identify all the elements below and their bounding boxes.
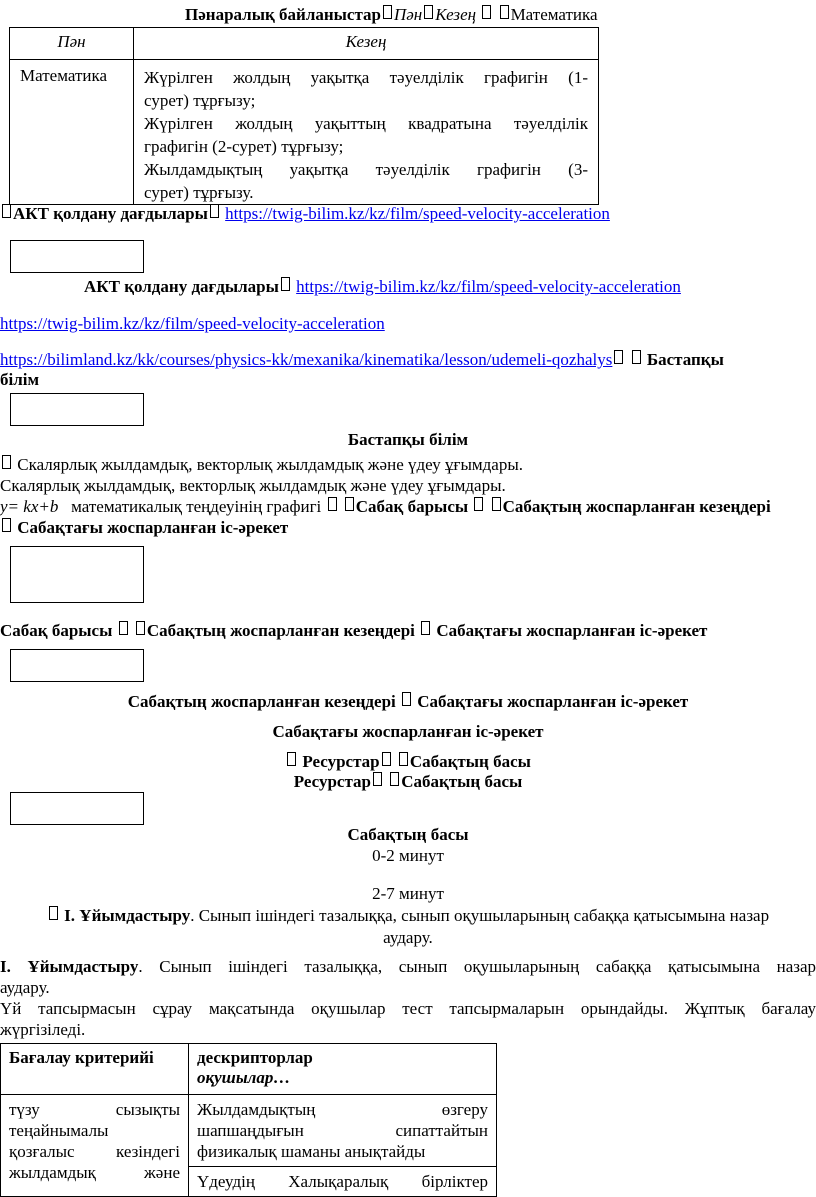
resurs-line-1	[0, 752, 816, 772]
bastapky-text: Скалярлық жылдамдық, векторлық жылдамдық және үдеу ұғымдары.	[17, 455, 524, 474]
basy-heading: Сабақтың басы	[347, 825, 469, 844]
table-subject-stage	[9, 27, 599, 205]
empty-box	[10, 240, 144, 273]
missing-glyph-icon	[383, 5, 392, 19]
basy-1: Сабақтың басы	[409, 752, 531, 771]
table2-descriptor-cell	[189, 1095, 497, 1197]
homework-line-1: Үй тапсырмасын сұрау мақсатында оқушылар тест тапсырмаларын орындайды. Жұптық бағалау	[0, 999, 816, 1018]
empty-box	[10, 649, 144, 682]
descriptors-label: дескрипторлар	[197, 1048, 313, 1067]
missing-glyph-icon	[2, 518, 11, 532]
table1-stage-cell	[134, 60, 599, 205]
missing-glyph-icon	[373, 772, 382, 786]
akt-link[interactable]: https://twig-bilim.kz/kz/film/speed-velocity-acceleration	[225, 204, 610, 223]
sabak-kezenderi-1a: Сабақтың жоспарланған кезеңдері	[502, 497, 771, 516]
sabak-is-areket-1: Сабақтағы жоспарланған іс-әрекет	[17, 518, 289, 537]
formula-text: математикалық теңдеуінің графигі	[71, 497, 322, 516]
table2-header-left: Бағалау критерийі	[1, 1044, 189, 1095]
missing-glyph-icon	[399, 752, 408, 766]
bastapky-heading-b: білім	[0, 370, 40, 389]
table2-header-right	[189, 1044, 497, 1095]
empty-box	[10, 792, 144, 825]
empty-box	[10, 393, 144, 426]
formula-line	[0, 497, 771, 517]
twig-link[interactable]: https://twig-bilim.kz/kz/film/speed-velocity-acceleration	[0, 314, 385, 333]
stage-line: Жылдамдықтың уақытқа тәуелділік графигін (3-	[144, 160, 588, 179]
basy-2: Сабақтың басы	[401, 772, 523, 791]
sabak-kezenderi-3: Сабақтың жоспарланған кезеңдері	[127, 692, 396, 711]
sabak-is-areket-2: Сабақтағы жоспарланған іс-әрекет	[436, 621, 708, 640]
top-line-end: Математика	[510, 5, 598, 24]
bilimland-link[interactable]: https://bilimland.kz/kk/courses/physics-kk/mexanika/kinematika/lesson/udemeli-qozhalys	[0, 350, 613, 369]
criterion-line: қозғалыс кезіндегі	[9, 1142, 180, 1161]
akt-line-1	[0, 204, 610, 224]
missing-glyph-icon	[210, 204, 219, 218]
resurstar-2: Ресурстар	[293, 772, 371, 791]
sabak-kezenderi-2: Сабақтың жоспарланған кезеңдері	[146, 621, 415, 640]
top-line-italic-b: Кезең	[435, 5, 477, 24]
missing-glyph-icon	[382, 752, 391, 766]
uiym-text-2: . Сынып ішіндегі тазалыққа, сынып оқушыларының сабаққа қатысымына назар	[138, 957, 816, 976]
criterion-line: теңайнымалы	[9, 1121, 109, 1140]
missing-glyph-icon	[421, 621, 430, 635]
time-2-7: 2-7 минут	[372, 884, 444, 903]
missing-glyph-icon	[345, 497, 354, 511]
akt-link-2[interactable]: https://twig-bilim.kz/kz/film/speed-velocity-acceleration	[296, 277, 681, 296]
time-0-2: 0-2 минут	[372, 846, 444, 865]
bastapky-heading: Бастапқы білім	[347, 430, 469, 449]
sabak-line-1b	[0, 518, 288, 538]
uiym-bold-2: І. Ұйымдастыру	[0, 957, 139, 976]
empty-box	[10, 546, 144, 603]
missing-glyph-icon	[614, 350, 623, 364]
uiym-line-2	[0, 957, 816, 977]
formula: y= kx+b	[0, 497, 59, 516]
stage-line: графигін (2-сурет) тұрғызу;	[144, 137, 344, 156]
missing-glyph-icon	[281, 277, 290, 291]
table2-criterion-cell	[1, 1095, 189, 1197]
stage-line: Жүрілген жолдың уақытқа тәуелділік графигін (1-	[144, 68, 588, 87]
missing-glyph-icon	[492, 497, 501, 511]
sabak-line-3	[0, 692, 816, 712]
criterion-line: түзу сызықты	[9, 1100, 180, 1119]
akt-label-2: АКТ қолдану дағдылары	[84, 277, 279, 296]
table1-subject-cell: Математика	[10, 60, 134, 205]
uiym-text-1: . Сынып ішіндегі тазалыққа, сынып оқушыларының сабаққа қатысымына назар	[190, 906, 770, 925]
top-line-italic-a: Пән	[393, 5, 423, 24]
missing-glyph-icon	[632, 350, 641, 364]
missing-glyph-icon	[482, 5, 491, 19]
missing-glyph-icon	[474, 497, 483, 511]
stage-line: сурет) тұрғызу.	[144, 183, 254, 202]
akt-line-2	[84, 277, 681, 297]
uiym-line-1	[0, 906, 816, 926]
stage-line: сурет) тұрғызу;	[144, 91, 256, 110]
sabak-line-2	[0, 621, 707, 641]
missing-glyph-icon	[402, 692, 411, 706]
bilimland-line	[0, 350, 724, 370]
sabak-barysy-2: Сабақ барысы	[0, 621, 113, 640]
descriptor-line: шапшаңдығын сипаттайтын	[197, 1121, 488, 1140]
missing-glyph-icon	[2, 204, 11, 218]
missing-glyph-icon	[500, 5, 509, 19]
table1-header-stage: Кезең	[134, 28, 599, 60]
uiym-tail-1: аудару.	[383, 928, 433, 947]
uiym-bold-1: І. Ұйымдастыру	[64, 906, 191, 925]
descriptor-block-a	[189, 1095, 496, 1166]
criterion-line: жылдамдық және	[9, 1163, 180, 1182]
missing-glyph-icon	[328, 497, 337, 511]
descriptor-line: физикалық шаманы анықтайды	[197, 1142, 426, 1161]
missing-glyph-icon	[2, 455, 11, 469]
bastapky-text-2: Скалярлық жылдамдық, векторлық жылдамдық және үдеу ұғымдары.	[0, 476, 506, 495]
missing-glyph-icon	[136, 621, 145, 635]
students-label: оқушылар…	[197, 1068, 291, 1087]
bastapky-text-1	[0, 455, 523, 475]
top-line-bold: Пәнаралық байланыстар	[185, 5, 381, 24]
stage-line: Жүрілген жолдың уақыттың квадратына тәуелділік	[144, 114, 588, 133]
descriptor-line-b: Үдеудің Халықаралық бірліктер	[189, 1166, 496, 1196]
akt-label: АКТ қолдану дағдылары	[13, 204, 208, 223]
bastapky-heading-a: Бастапқы	[646, 350, 724, 369]
missing-glyph-icon	[119, 621, 128, 635]
sabak-is-areket-3: Сабақтағы жоспарланған іс-әрекет	[417, 692, 689, 711]
missing-glyph-icon	[49, 906, 58, 920]
table1-header-subject: Пән	[10, 28, 134, 60]
missing-glyph-icon	[424, 5, 433, 19]
resurs-line-2	[0, 772, 816, 792]
sabak-barysy-1: Сабақ барысы	[355, 497, 469, 516]
top-line	[185, 5, 598, 25]
sabak-is-areket-4: Сабақтағы жоспарланған іс-әрекет	[272, 722, 544, 741]
descriptor-line: Жылдамдықтың өзгеру	[197, 1100, 488, 1119]
homework-line-2: жүргізіледі.	[0, 1020, 86, 1039]
missing-glyph-icon	[287, 752, 296, 766]
uiym-tail-2: аудару.	[0, 978, 50, 997]
missing-glyph-icon	[390, 772, 399, 786]
resurstar-1: Ресурстар	[302, 752, 380, 771]
assessment-table	[0, 1043, 497, 1197]
